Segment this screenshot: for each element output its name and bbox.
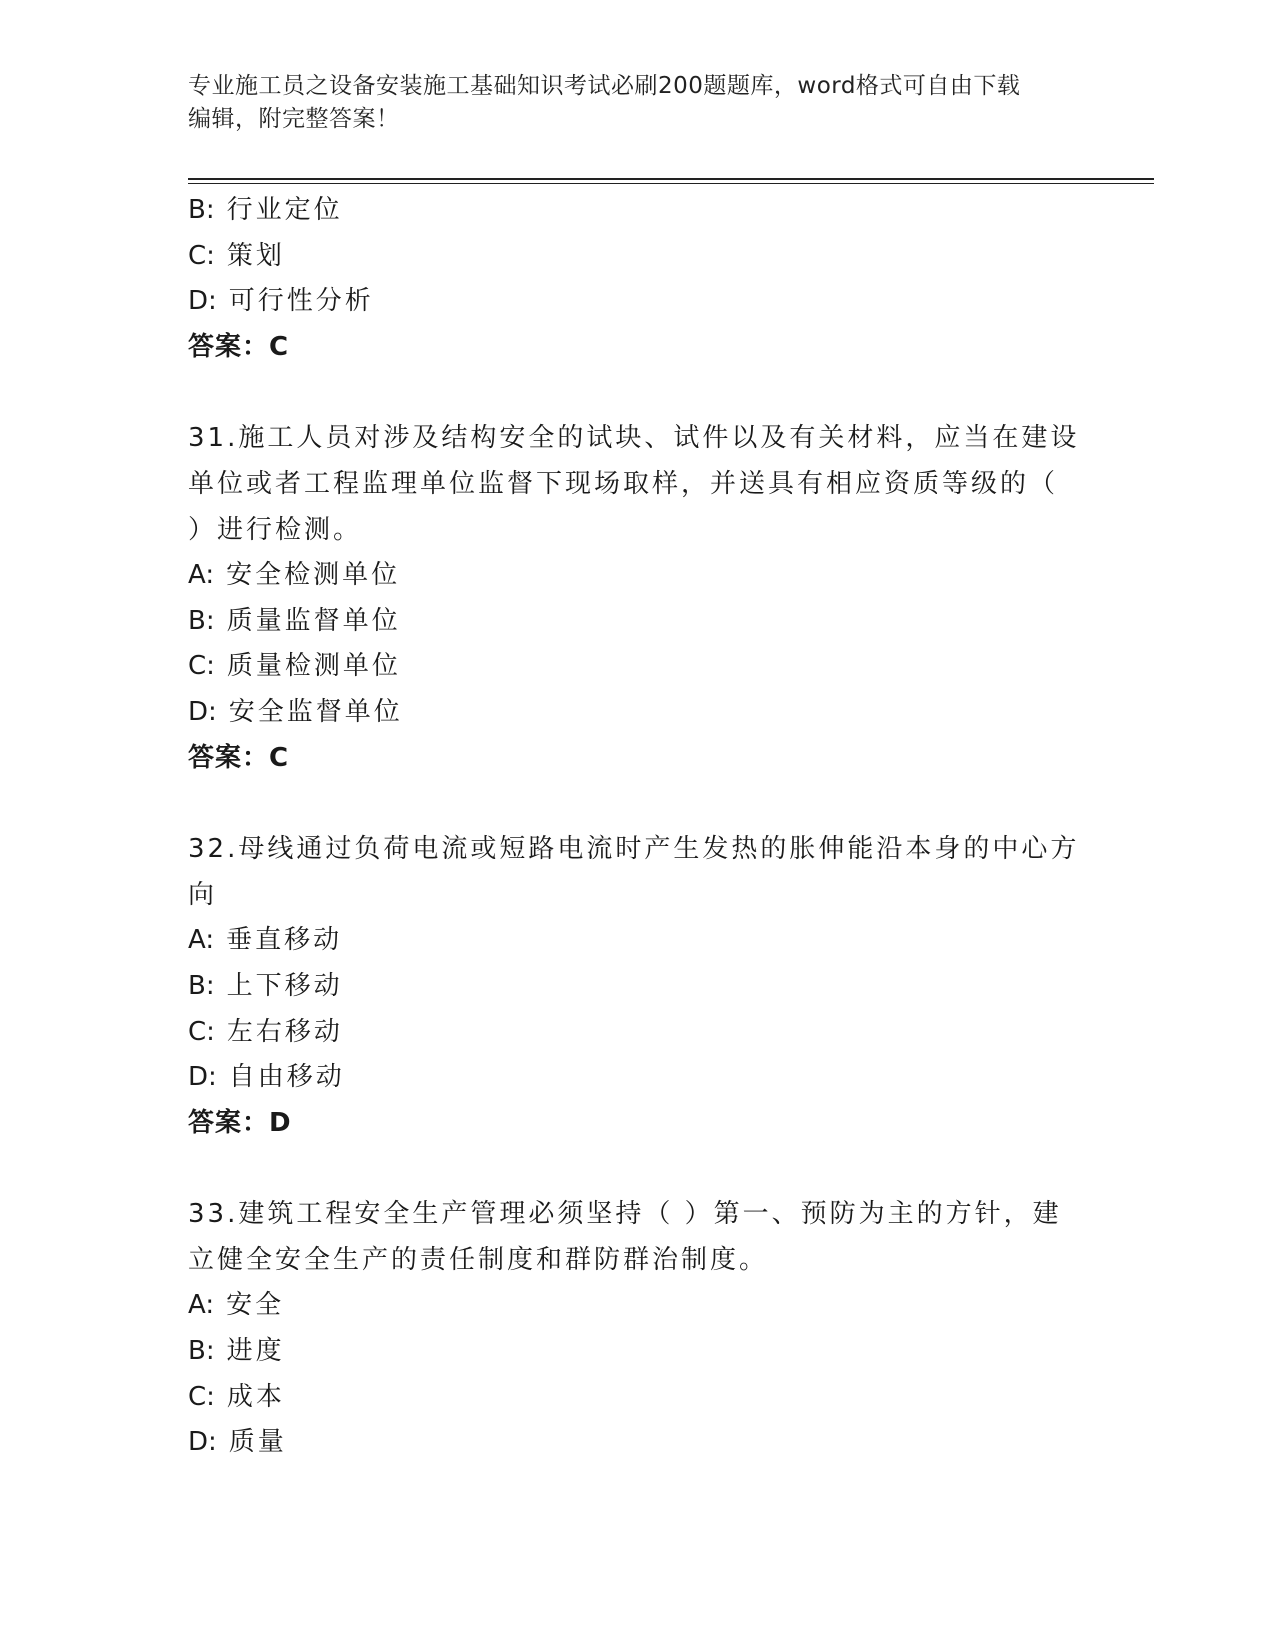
option-b: B: 质量监督单位: [188, 605, 401, 636]
question-32: [188, 827, 1088, 1146]
spacer: [188, 1146, 1088, 1192]
question-stem-line: 33.建筑工程安全生产管理必须坚持（ ）第一、预防为主的方针，建: [188, 1199, 1062, 1230]
spacer: [188, 781, 1088, 827]
spacer: [188, 370, 1088, 416]
option-c: C: 成本: [188, 1381, 285, 1412]
question-stem-line: 32.母线通过负荷电流或短路电流时产生发热的胀伸能沿本身的中心方: [188, 834, 1080, 865]
question-stem-line: 单位或者工程监理单位监督下现场取样，并送具有相应资质等级的（: [188, 468, 1059, 499]
option-d: D: 自由移动: [188, 1062, 345, 1093]
question-stem-line: ）进行检测。: [188, 514, 363, 545]
option-d: D: 安全监督单位: [188, 696, 403, 727]
question-stem-line: 向: [188, 879, 218, 910]
option-b: B: 行业定位: [188, 195, 343, 225]
document-header: [188, 70, 1088, 136]
question-list: [188, 188, 1088, 1466]
question-33: [188, 1192, 1088, 1466]
option-a: A: 安全检测单位: [188, 560, 401, 591]
answer-line: 答案：C: [188, 331, 290, 362]
answer-line: 答案：D: [188, 1107, 292, 1138]
answer-line: 答案：C: [188, 742, 290, 773]
option-c: C: 质量检测单位: [188, 651, 401, 682]
option-b: B: 上下移动: [188, 970, 343, 1001]
header-title-line-1: 专业施工员之设备安装施工基础知识考试必刷200题题库，word格式可自由下载: [188, 73, 1021, 99]
option-c: C: 左右移动: [188, 1016, 343, 1047]
option-c: C: 策划: [188, 240, 285, 271]
option-a: A: 垂直移动: [188, 925, 343, 956]
question-stem-line: 立健全安全生产的责任制度和群防群治制度。: [188, 1244, 769, 1275]
option-b: B: 进度: [188, 1336, 285, 1367]
question-30-tail: [188, 188, 1088, 370]
question-31: [188, 416, 1088, 781]
header-divider-thin: [188, 183, 1154, 184]
option-d: D: 质量: [188, 1427, 287, 1458]
option-a: A: 安全: [188, 1290, 285, 1321]
header-divider: [188, 178, 1154, 180]
header-title-line-2: 编辑，附完整答案！: [188, 106, 400, 132]
question-stem-line: 31.施工人员对涉及结构安全的试块、试件以及有关材料，应当在建设: [188, 423, 1080, 454]
option-d: D: 可行性分析: [188, 286, 374, 317]
